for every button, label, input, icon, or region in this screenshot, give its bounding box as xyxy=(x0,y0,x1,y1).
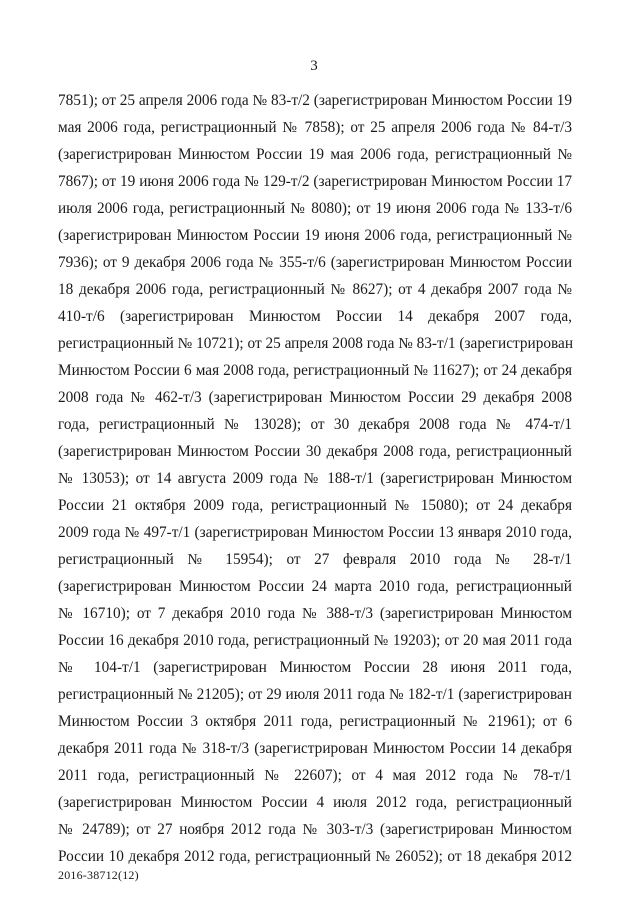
text-line: мая 2006 года, регистрационный № 7858); от 25 апреля 2006 года № 84-т/3 xyxy=(58,119,572,136)
text-line: 7851); от 25 апреля 2006 года № 83-т/2 (зарегистрирован Минюстом России 19 xyxy=(58,92,572,109)
text-line: июля 2006 года, регистрационный № 8080); от 19 июня 2006 года № 133-т/6 xyxy=(58,200,572,217)
text-line: 7867); от 19 июня 2006 года № 129-т/2 (зарегистрирован Минюстом России 17 xyxy=(58,173,572,190)
text-line: 2011 года, регистрационный № 22607); от 4 мая 2012 года № 78-т/1 xyxy=(58,767,572,784)
text-line: № 104-т/1 (зарегистрирован Минюстом России 28 июня 2011 года, xyxy=(58,659,572,676)
text-line: № 24789); от 27 ноября 2012 года № 303-т/3 (зарегистрирован Минюстом xyxy=(58,821,572,838)
text-line: года, регистрационный № 13028); от 30 декабря 2008 года № 474-т/1 xyxy=(58,416,572,433)
text-line: декабря 2011 года № 318-т/3 (зарегистрирован Минюстом России 14 декабря xyxy=(58,740,572,757)
text-line: (зарегистрирован Минюстом России 24 марта 2010 года, регистрационный xyxy=(58,578,572,595)
page-number: 3 xyxy=(310,58,318,74)
text-line: России 21 октября 2009 года, регистрационный № 15080); от 24 декабря xyxy=(58,497,572,514)
text-line: 410-т/6 (зарегистрирован Минюстом России 14 декабря 2007 года, xyxy=(58,308,572,325)
text-line: 2009 года № 497-т/1 (зарегистрирован Минюстом России 13 января 2010 года, xyxy=(58,524,572,541)
text-line: № 13053); от 14 августа 2009 года № 188-т/1 (зарегистрирован Минюстом xyxy=(58,470,572,487)
text-line: (зарегистрирован Минюстом России 4 июля 2012 года, регистрационный xyxy=(58,794,572,811)
document-code: 2016-38712(12) xyxy=(58,868,139,882)
text-line: России 16 декабря 2010 года, регистрационный № 19203); от 20 мая 2011 года xyxy=(58,632,572,649)
text-line: (зарегистрирован Минюстом России 30 декабря 2008 года, регистрационный xyxy=(58,443,572,460)
text-line: (зарегистрирован Минюстом России 19 июня 2006 года, регистрационный № xyxy=(58,227,572,244)
text-line: Минюстом России 6 мая 2008 года, регистрационный № 11627); от 24 декабря xyxy=(58,362,572,379)
document-body xyxy=(58,87,572,870)
text-line: (зарегистрирован Минюстом России 19 мая 2006 года, регистрационный № xyxy=(58,146,572,163)
text-line: регистрационный № 15954); от 27 февраля 2010 года № 28-т/1 xyxy=(58,551,572,568)
text-line: регистрационный № 21205); от 29 июля 2011 года № 182-т/1 (зарегистрирован xyxy=(58,686,572,703)
text-line: 2008 года № 462-т/3 (зарегистрирован Минюстом России 29 декабря 2008 xyxy=(58,389,572,406)
text-line: 18 декабря 2006 года, регистрационный № 8627); от 4 декабря 2007 года № xyxy=(58,281,572,298)
text-line: № 16710); от 7 декабря 2010 года № 388-т/3 (зарегистрирован Минюстом xyxy=(58,605,572,622)
text-line: регистрационный № 10721); от 25 апреля 2008 года № 83-т/1 (зарегистрирован xyxy=(58,335,574,352)
text-line: 7936); от 9 декабря 2006 года № 355-т/6 (зарегистрирован Минюстом России xyxy=(58,254,572,271)
text-line: Минюстом России 3 октября 2011 года, регистрационный № 21961); от 6 xyxy=(58,713,572,730)
text-line: России 10 декабря 2012 года, регистрационный № 26052); от 18 декабря 2012 xyxy=(58,848,572,865)
